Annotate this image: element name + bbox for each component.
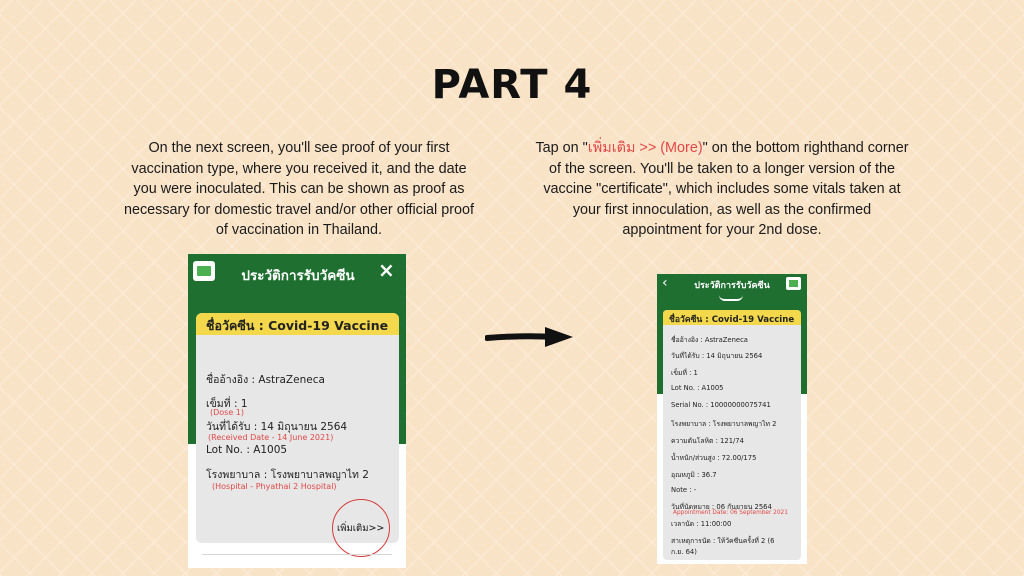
temperature: อุณหภูมิ : 36.7 <box>671 471 717 479</box>
page-title: PART 4 <box>431 62 593 108</box>
right-description-before: Tap on " <box>535 140 588 156</box>
lot-number: Lot No. : A1005 <box>206 444 288 456</box>
received-date: วันที่ได้รับ : 14 มิถุนายน 2564 <box>671 352 763 360</box>
right-description <box>532 138 912 241</box>
vaccine-certificate-screenshot <box>657 274 807 564</box>
reference-name: ชื่ออ้างอิง : AstraZeneca <box>206 374 325 386</box>
more-highlight: เพิ่มเติม >> (More) <box>587 140 703 156</box>
vaccine-name: ชื่อวัคซีน : Covid-19 Vaccine <box>206 318 389 333</box>
right-arrow-icon <box>485 322 577 352</box>
hospital: โรงพยาบาล : โรงพยาบาลพญาไท 2 <box>206 469 369 481</box>
header-title: ประวัติการรับวัคซีน <box>694 281 770 291</box>
app-logo-icon <box>193 261 215 281</box>
received-date-note: (Received Date - 14 June 2021) <box>208 433 334 442</box>
more-highlight-circle <box>332 499 390 557</box>
appointment-date: วันที่นัดหมาย : 06 กันยายน 2564 <box>671 503 772 511</box>
hospital-note: (Hospital - Phyathai 2 Hospital) <box>212 482 337 491</box>
appointment-reason-cont: ก.ย. 64) <box>671 548 697 556</box>
right-description-after: " on the bottom righthand corner of the screen. You'll be taken to a longer version of the vaccine "certificate", which includes some vitals taken at your first innoculation, as well as the confirmed appointment for your 2nd dose. <box>543 140 909 238</box>
dose-number: เข็มที่ : 1 <box>671 369 698 377</box>
divider <box>202 554 392 555</box>
appointment-date-note: Appointment Date: 06 September 2021 <box>673 510 788 516</box>
received-date: วันที่ได้รับ : 14 มิถุนายน 2564 <box>206 421 348 433</box>
close-icon[interactable]: × <box>378 258 395 282</box>
note: Note : - <box>671 486 697 494</box>
more-button[interactable]: เพิ่มเติม>> <box>337 523 385 534</box>
hospital: โรงพยาบาล : โรงพยาบาลพญาไท 2 <box>671 420 777 428</box>
appointment-time: เวลานัด : 11:00:00 <box>671 520 732 528</box>
vaccine-history-screenshot <box>188 254 406 568</box>
dose-note: (Dose 1) <box>210 408 245 417</box>
app-logo-icon <box>786 277 801 290</box>
header-title: ประวัติการรับวัคซีน <box>241 268 355 284</box>
lot-number: Lot No. : A1005 <box>671 384 724 392</box>
vaccine-name: ชื่อวัคซีน : Covid-19 Vaccine <box>669 315 795 325</box>
weight-height: น้ำหนัก/ส่วนสูง : 72.00/175 <box>671 454 757 462</box>
left-description: On the next screen, you'll see proof of your first vaccination type, where you received it, and the date you were inoculated. This can be shown as proof as necessary for domestic travel and/or other official proof of vaccination in Thailand. <box>123 140 475 238</box>
reference-name: ชื่ออ้างอิง : AstraZeneca <box>671 336 748 344</box>
card-notch <box>719 295 743 301</box>
dose-number: เข็มที่ : 1 <box>206 398 248 410</box>
vaccine-card <box>663 310 801 560</box>
serial-number: Serial No. : 10000000075741 <box>671 401 771 409</box>
blood-pressure: ความดันโลหิต : 121/74 <box>671 437 744 445</box>
back-icon[interactable]: ‹ <box>662 275 668 291</box>
appointment-reason: สาเหตุการนัด : ให้วัคซีนครั้งที่ 2 (6 <box>671 537 775 545</box>
